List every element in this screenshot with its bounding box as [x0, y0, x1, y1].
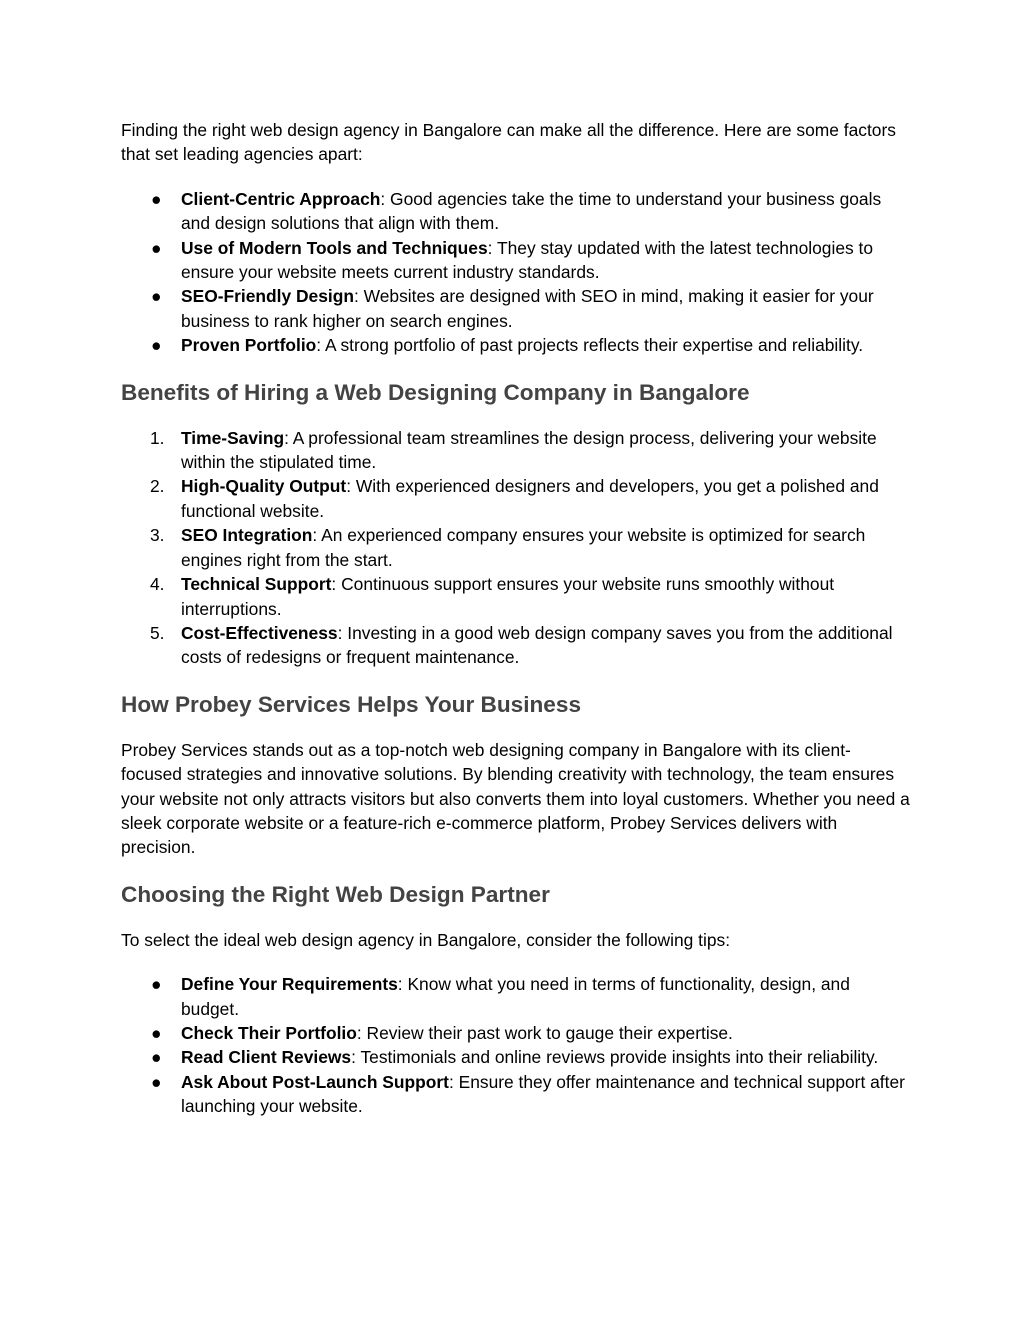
item-title: Ask About Post-Launch Support — [181, 1071, 449, 1092]
item-title: SEO-Friendly Design — [181, 286, 354, 307]
item-text: : An experienced company ensures your website is optimized for search engines right from the start. — [181, 525, 866, 570]
item-title: Proven Portfolio — [181, 335, 317, 356]
item-title: Technical Support — [181, 574, 332, 595]
item-title: Read Client Reviews — [181, 1047, 352, 1068]
list-item — [121, 972, 911, 1021]
list-item — [121, 572, 911, 621]
list-item — [121, 333, 911, 357]
number-marker: 1. — [150, 427, 165, 448]
document-page — [121, 118, 911, 1119]
choosing-heading: Choosing the Right Web Design Partner — [121, 881, 550, 907]
list-item — [121, 284, 911, 333]
number-marker: 5. — [150, 622, 165, 643]
item-text: : Investing in a good web design company saves you from the additional costs of redesigns or frequent maintenance. — [181, 622, 893, 668]
bullet-marker: ● — [151, 286, 162, 307]
list-item — [121, 621, 911, 670]
item-title: Client-Centric Approach — [181, 188, 381, 209]
bullet-marker: ● — [151, 1071, 162, 1092]
bullet-marker: ● — [151, 335, 162, 356]
item-title: SEO Integration — [181, 525, 313, 546]
list-item — [121, 187, 911, 236]
bullet-marker: ● — [151, 1047, 162, 1068]
list-item — [121, 1021, 911, 1045]
list-item — [121, 1045, 911, 1069]
item-text: : Review their past work to gauge their expertise. — [356, 1022, 733, 1043]
number-marker: 3. — [150, 525, 165, 546]
list-item — [121, 1070, 911, 1119]
number-marker: 4. — [150, 574, 165, 595]
item-title: Define Your Requirements — [181, 974, 398, 995]
tips-list — [121, 972, 911, 1118]
item-title: High-Quality Output — [181, 476, 347, 497]
list-item — [121, 236, 911, 285]
benefits-heading: Benefits of Hiring a Web Designing Company in Bangalore — [121, 379, 750, 405]
bullet-marker: ● — [151, 188, 162, 209]
item-text: : Websites are designed with SEO in mind, making it easier for your business to rank higher on search engines. — [181, 286, 874, 331]
list-item — [121, 474, 911, 523]
item-text: : A professional team streamlines the design process, delivering your website within the stipulated time. — [181, 427, 877, 473]
item-title: Check Their Portfolio — [181, 1022, 357, 1043]
bullet-marker: ● — [151, 237, 162, 258]
factors-list — [121, 187, 911, 358]
item-text: : With experienced designers and developers, you get a polished and functional website. — [181, 476, 879, 521]
item-text: : They stay updated with the latest technologies to ensure your website meets current industry standards. — [181, 237, 874, 283]
probey-heading: How Probey Services Helps Your Business — [121, 691, 582, 717]
item-title: Time-Saving — [181, 427, 285, 448]
item-text: : Continuous support ensures your website runs smoothly without interruptions. — [181, 574, 835, 619]
list-item — [121, 523, 911, 572]
probey-paragraph: Probey Services stands out as a top-notch web designing company in Bangalore with its client-focused strategies and innovative solutions. By blending creativity with technology, the team ensures your website not only attracts visitors but also converts them into loyal customers. Whether you need a sleek corporate website or a feature-rich e-commerce platform, Probey Services delivers with precision. — [121, 739, 910, 858]
item-text: : Know what you need in terms of functionality, design, and budget. — [181, 974, 850, 1019]
item-text: : A strong portfolio of past projects reflects their expertise and reliability. — [316, 335, 864, 356]
item-text: : Ensure they offer maintenance and technical support after launching your website. — [181, 1071, 905, 1117]
list-item — [121, 426, 911, 475]
item-text: : Testimonials and online reviews provide insights into their reliability. — [351, 1047, 879, 1068]
choosing-intro-paragraph: To select the ideal web design agency in Bangalore, consider the following tips: — [121, 929, 731, 950]
benefits-list — [121, 426, 911, 670]
bullet-marker: ● — [151, 974, 162, 995]
number-marker: 2. — [150, 476, 165, 497]
item-title: Use of Modern Tools and Techniques — [181, 237, 488, 258]
item-text: : Good agencies take the time to understand your business goals and design solutions that align with them. — [181, 188, 882, 234]
item-title: Cost-Effectiveness — [181, 622, 338, 643]
bullet-marker: ● — [151, 1022, 162, 1043]
intro-paragraph: Finding the right web design agency in Bangalore can make all the difference. Here are some factors that set leading agencies apart: — [121, 120, 896, 165]
